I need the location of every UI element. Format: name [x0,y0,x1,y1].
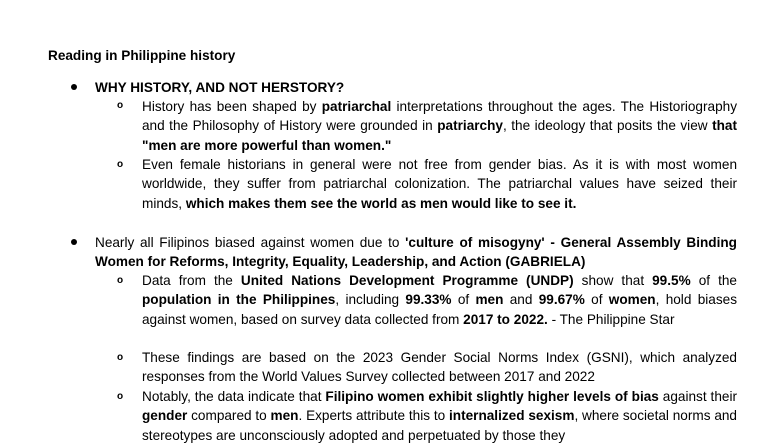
paragraph: Notably, the data indicate that Filipino women exhibit slightly higher levels of bias against their gender compared to men. Experts attribute this to internalized sexism, where societal norms and stereotypes are unconsciously adopted and perpetuated by those they [142,389,737,443]
section-title [95,78,737,97]
sub-bullet-icon: o [117,159,124,170]
paragraph: These findings are based on the 2023 Gender Social Norms Index (GSNI), which analyzed responses from the World Values Survey collected between 2017 and 2022 [142,350,737,385]
paragraph: Nearly all Filipinos biased against women due to 'culture of misogyny' - General Assembly Binding Women for Reforms, Integrity, Equality, Leadership, and Action (GABRIELA) [95,235,737,270]
bullet-icon [70,83,78,91]
paragraph: Data from the United Nations Development Programme (UNDP) show that 99.5% of the population in the Philippines, including 99.33% of men and 99.67% of women, hold biases against women, based on survey data collected from 2017 to 2022. - The Philippine Star [142,273,737,327]
paragraph: History has been shaped by patriarchal interpretations throughout the ages. The Historiography and the Philosophy of History were grounded in patriarchy, the ideology that posits the view that "men are more powerful than women." [142,99,737,153]
bullet-icon [70,238,78,246]
sub-bullet-icon: o [117,391,124,402]
sub-bullet-icon: o [117,352,124,363]
page-title: Reading in Philippine history [48,48,236,63]
sub-bullet-icon: o [117,275,124,286]
paragraph: Even female historians in general were not free from gender bias. As it is with most women worldwide, they suffer from patriarchal colonization. The patriarchal values have seized their minds, which makes them see the world as men would like to see it. [142,157,737,211]
sub-bullet-icon: o [117,100,124,111]
section-title-text: WHY HISTORY, AND NOT HERSTORY? [95,80,345,95]
